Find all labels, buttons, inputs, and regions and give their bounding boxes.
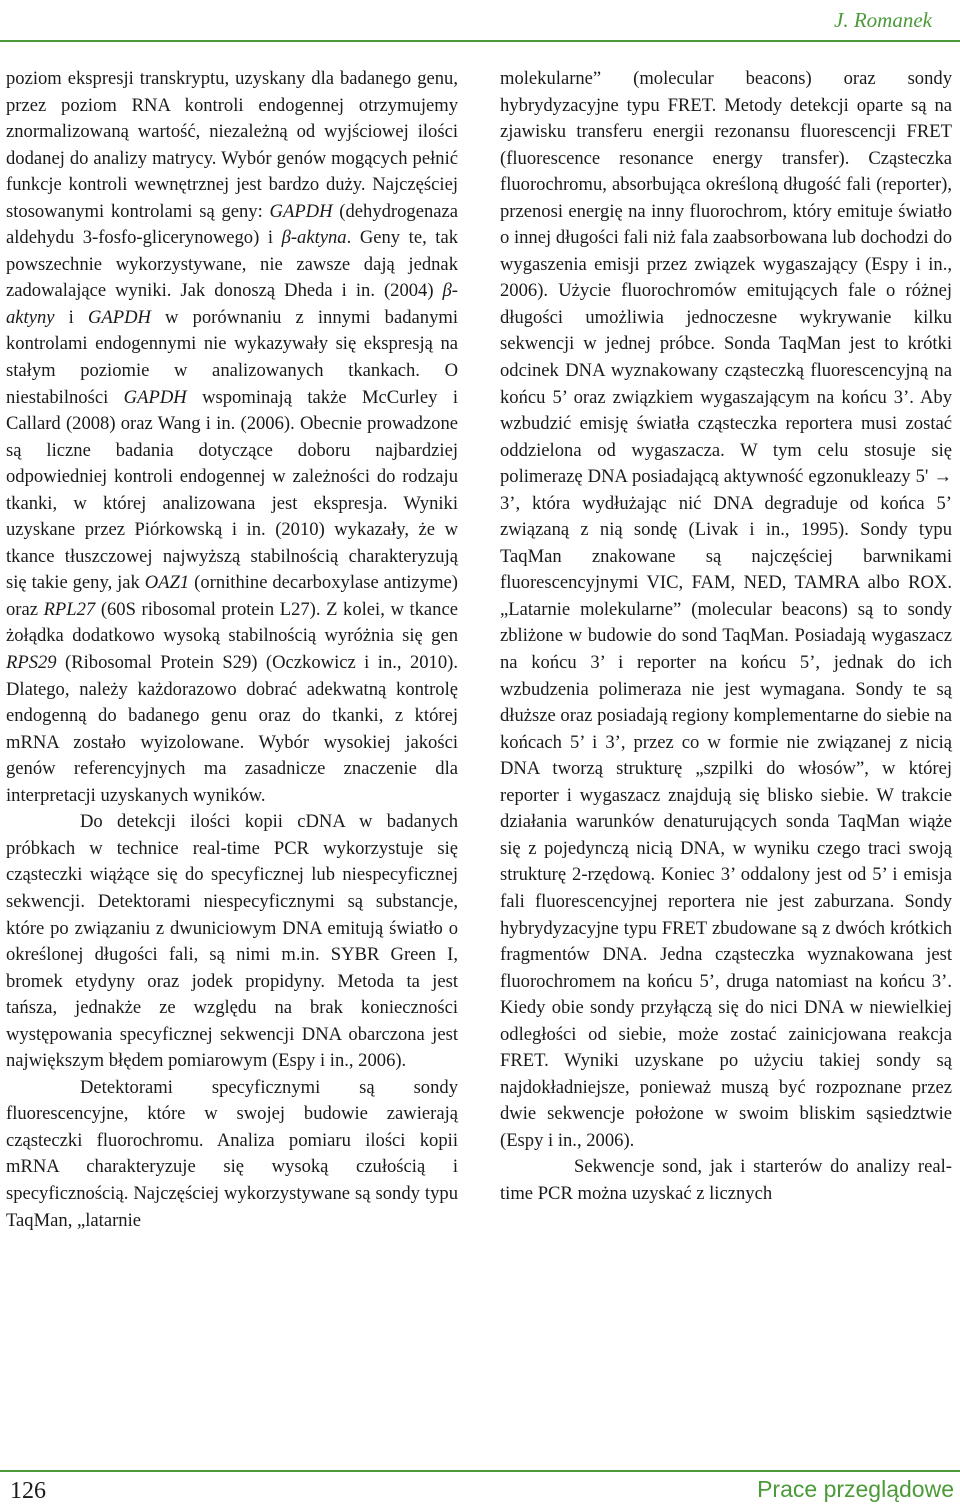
- gene-name: RPS29: [6, 652, 57, 674]
- section-name: Prace przeglądowe: [757, 1476, 954, 1502]
- gene-name: OAZ1: [144, 572, 190, 594]
- text-run: (ornithine decarboxylase antizyme) oraz: [6, 572, 458, 620]
- left-column: [6, 66, 458, 1234]
- gene-name: β-aktyny: [6, 280, 458, 328]
- footer-rule: [0, 1470, 960, 1472]
- text-run: w porównaniu z innymi badanymi kontrolami endogennymi nie wykazywały się ekspresją na stałym poziomie w analizowanych tkankach. O niestabilności: [6, 306, 459, 408]
- left-paragraph-3: Detektorami specyficznymi są sondy fluorescencyjne, które w swojej budowie zawierają cząsteczki fluorochromu. Analiza pomiaru ilości kopii mRNA charakteryzuje się wysoką czułością i specyficznością. Najczęściej wykorzystywane są sondy typu TaqMan, „latarnie: [6, 1076, 458, 1231]
- right-paragraph-1: molekularne” (molecular beacons) oraz sondy hybrydyzacyjne typu FRET. Metody detekcji oparte są na zjawisku transferu energii rezonansu fluorescencji FRET (fluorescence resonance energy transfer). Cząsteczka fluorochromu, absorbująca określoną długość fali (reporter), przenosi energię na inny fluorochrom, który emituje światło o innej długości fali niż fala zaabsorbowana lub dochodzi do wygaszenia emisji przez związek wygaszający (Espy i in., 2006). Użycie fluorochromów emitujących fale o różnej długości umożliwia jednoczesne wykrywanie kilku sekwencji w jednej próbce. Sonda TaqMan jest to krótki odcinek DNA wyznakowany cząsteczką fluorescencyjną na końcu 5’ oraz związkiem wygaszającym na końcu 3’. Aby wzbudzić emisję światła cząsteczka reportera musi zostać oddzielona od wygaszacza. W tym celu stosuje się polimerazę DNA posiadającą aktywność egzonukleazy 5' → 3’, która wydłużając nić DNA degraduje od końca 5’ związaną z nią sondę (Livak i in., 1995). Sondy typu TaqMan znakowane są najczęściej barwnikami fluorescencyjnymi VIC, FAM, NED, TAMRA albo ROX. „Latarnie molekularne” (molecular beacons) są to sondy zbliżone w budowie do sond TaqMan. Posiadają wygaszacz na końcu 3’ i reporter na końcu 5’, jednak do ich wzbudzenia polimeraza nie jest wymagana. Sondy te są dłuższe oraz posiadają regiony komplementarne do siebie na końcach 5’ i 3’, przez co w formie nie związanej z nicią DNA tworzą strukturę „szpilki do włosów”, w której reporter i wygaszacz znajdują się blisko siebie. W trakcie działania warunków denaturujących sonda TaqMan wiąże się z pojedynczą nicią DNA, w wyniku czego traci swoją strukturę 2-rzędową. Koniec 3’ oddalony jest od 5’ i emisja fali fluorescencyjnej reportera nie jest zaburzana. Sondy hybrydyzacyjne typu FRET zbudowane są z dwóch krótkich fragmentów DNA. Jedna cząsteczka wyznakowana jest fluorochromem na końcu 5’, druga natomiast na końcu 3’. Kiedy obie sondy przyłączą się do nici DNA w niewielkiej odległości od siebie, może zostać zainicjowana reakcja FRET. Wyniki uzyskane po użyciu takiej sondy są najdokładniejsze, ponieważ muszą być rozpoznane przez dwie sekwencje położone w swoim bliskim sąsiedztwie (Espy i in., 2006).: [500, 68, 952, 1151]
- text-run: (60S ribosomal protein L27). Z kolei, w tkance żołądka dodatkowo wysoką stabilnością wyróżnia się gen: [6, 598, 458, 647]
- gene-name: RPL27: [43, 598, 96, 620]
- gene-name: GAPDH: [269, 200, 333, 222]
- right-column: [500, 66, 952, 1208]
- text-run: (Ribosomal Protein S29) (Oczkowicz i in., 2010). Dlatego, należy każdorazowo dobrać adekwatną kontrolę endogenną do badanego genu oraz do tkanki, z której mRNA zostało wyizolowane. Wybór wysokiej jakości genów referencyjnych ma zasadnicze znaczenie dla interpretacji uzyskanych wyników.: [6, 652, 458, 806]
- left-paragraph-1: [6, 66, 458, 809]
- text-run: . Geny te, tak powszechnie wykorzystywane, nie zawsze dają jednak zadowalające wyniki. Jak donoszą Dheda i in. (2004): [6, 227, 458, 302]
- header-rule: [0, 40, 960, 42]
- text-run: (dehydrogenaza aldehydu 3-fosfo-glicerynowego) i: [6, 200, 459, 249]
- right-paragraph-2: Sekwencje sond, jak i starterów do analizy real-time PCR można uzyskać z licznych: [500, 1156, 952, 1204]
- text-run: poziom ekspresji transkryptu, uzyskany dla badanego genu, przez poziom RNA kontroli endogennej otrzymujemy znormalizowaną wartość, niezależną od wyjściowej ilości dodanej do analizy matrycy. Wybór genów mogących pełnić funkcje kontroli wewnętrznej jest bardzo duży. Najczęściej stosowanymi kontrolami są geny:: [6, 68, 458, 222]
- gene-name: β-aktyna: [281, 227, 347, 249]
- text-run: wspominają także McCurley i Callard (2008) oraz Wang i in. (2006). Obecnie prowadzone są liczne badania dotyczące doboru najbardziej odpowiedniej kontroli endogennej w zależności do rodzaju tkanki, w której analizowana jest ekspresja. Wyniki uzyskane przez Piórkowską i in. (2010) wykazały, że w tkance tłuszczowej najwyższą stabilnością charakteryzują się takie geny, jak: [6, 386, 458, 594]
- gene-name: GAPDH: [123, 386, 187, 408]
- gene-name: GAPDH: [87, 306, 151, 328]
- page-number: 126: [10, 1478, 46, 1504]
- left-paragraph-2: Do detekcji ilości kopii cDNA w badanych próbkach w technice real-time PCR wykorzystuje się cząsteczki wiążące się do specyficznej lub niespecyficznej sekwencji. Detektorami niespecyficznymi są substancje, które po związaniu z dwuniciowym DNA emitują światło o określonej długości fali, są nimi m.in. SYBR Green I, bromek etydyny oraz jodek propidyny. Metoda ta jest tańsza, jednakże ze względu na brak konieczności występowania specyficznej sekwencji DNA obarczona jest największym błędem pomiarowym (Espy i in., 2006).: [6, 811, 458, 1072]
- text-run: i: [54, 306, 88, 328]
- running-head-author: J. Romanek: [834, 8, 932, 32]
